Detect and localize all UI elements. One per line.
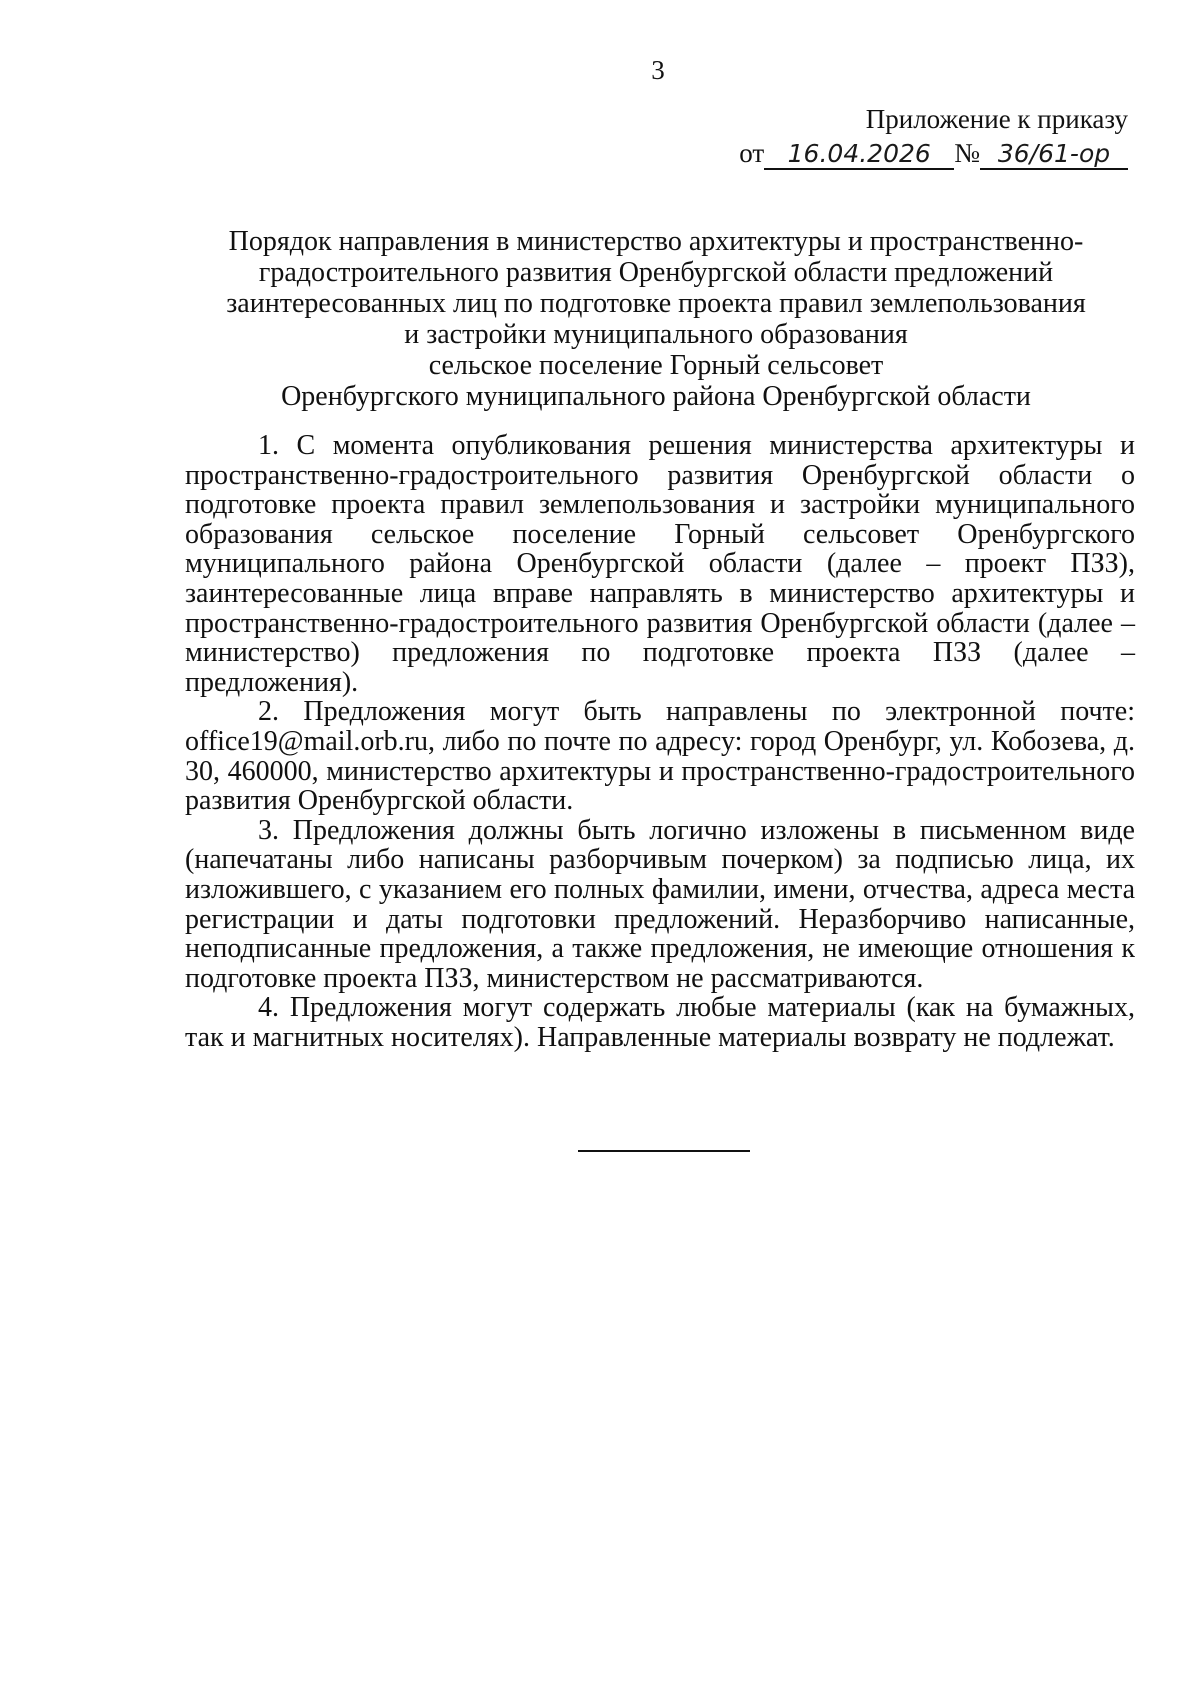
appendix-title: Приложение к приказу <box>865 104 1128 134</box>
handwritten-order-number: 36/61-ор <box>980 140 1128 170</box>
page-number: 3 <box>651 55 665 85</box>
end-separator-line <box>578 1150 750 1152</box>
number-prefix: № <box>954 138 980 168</box>
paragraph-2: 2. Предложения могут быть направлены по электронной почте: office19@mail.orb.ru, либо по почте по адресу: город Оренбург, ул. Кобозева, д. 30, 460000, министерство архитектуры и пространственно-градостроительного развития Оренбургской области. <box>185 696 1135 817</box>
title-line: Порядок направления в министерство архитектуры и пространственно- <box>228 226 1084 257</box>
appendix-header <box>668 102 1128 170</box>
title-line: и застройки муниципального образования <box>404 319 908 350</box>
document-title <box>172 226 1140 412</box>
title-line: Оренбургского муниципального района Оренбургской области <box>281 381 1031 412</box>
date-prefix: от <box>739 138 765 168</box>
title-line: градостроительного развития Оренбургской области предложений <box>258 257 1054 288</box>
title-line: заинтересованных лиц по подготовке проекта правил землепользования <box>226 288 1086 319</box>
title-line: сельское поселение Горный сельсовет <box>428 350 884 381</box>
paragraph-4: 4. Предложения могут содержать любые материалы (как на бумажных, так и магнитных носителях). Направленные материалы возврату не подлежат. <box>185 992 1135 1053</box>
paragraph-3: 3. Предложения должны быть логично изложены в письменном виде (напечатаны либо написаны разборчивым почерком) за подписью лица, их изложившего, с указанием его полных фамилии, имени, отчества, адреса места регистрации и даты подготовки предложений. Неразборчиво написанные, неподписанные предложения, а также предложения, не имеющие отношения к подготовке проекта ПЗЗ, министерством не рассматриваются. <box>185 814 1135 994</box>
document-body <box>185 431 1135 1052</box>
appendix-order-line <box>668 136 1128 170</box>
handwritten-date: 16.04.2026 <box>764 140 954 170</box>
paragraph-1: 1. С момента опубликования решения министерства архитектуры и пространственно-градостроительного развития Оренбургской области о подготовке проекта правил землепользования и застройки муниципального образования сельское поселение Горный сельсовет Оренбургского муниципального района Оренбургской области (далее – проект ПЗЗ), заинтересованные лица вправе направлять в министерство архитектуры и пространственно-градостроительного развития Оренбургской области (далее – министерство) предложения по подготовке проекта ПЗЗ (далее – предложения). <box>185 430 1135 698</box>
